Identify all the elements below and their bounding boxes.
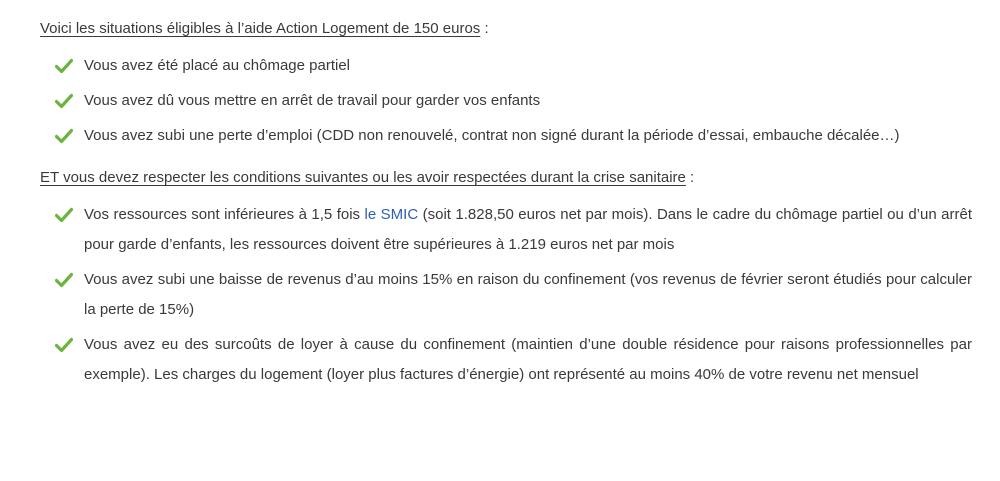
list-item [40, 121, 972, 151]
eligible-situations-heading-text: Voici les situations éligibles à l’aide Action Logement de 150 euros [40, 20, 481, 37]
list-item [40, 51, 972, 81]
list-item-text: Vous avez eu des surcoûts de loyer à cause du confinement (maintien d’une double résidence pour raisons professionnelles par exemple). Les charges du logement (loyer plus factures d’énergie) ont représenté au moins 40% de votre revenu net mensuel [84, 336, 972, 383]
conditions-heading [40, 163, 972, 193]
list-item-text-before: Vos ressources sont inférieures à 1,5 fois [84, 206, 365, 223]
list-item-text: Vous avez été placé au chômage partiel [84, 57, 351, 74]
list-item [40, 265, 972, 325]
check-mark-icon [55, 272, 73, 288]
list-item [40, 330, 972, 390]
check-mark-icon [55, 128, 73, 144]
check-mark-icon [55, 93, 73, 109]
conditions-list [40, 200, 972, 390]
list-item-text-after: (soit 1.828,50 euros net par mois). Dans le cadre du chômage partiel ou d’un arrêt pour garde d’enfants, les ressources doivent être supérieures à 1.219 euros net par mois [84, 206, 972, 253]
check-mark-icon [55, 207, 73, 223]
list-item [40, 86, 972, 116]
heading-colon: : [685, 169, 695, 186]
check-mark-icon [55, 58, 73, 74]
conditions-heading-text: ET vous devez respecter les conditions suivantes ou les avoir respectées durant la crise sanitaire [40, 169, 686, 186]
list-item-text: Vous avez dû vous mettre en arrêt de travail pour garder vos enfants [84, 92, 541, 109]
eligible-situations-heading [40, 14, 972, 44]
eligible-situations-list [40, 51, 972, 151]
list-item-text: Vous avez subi une baisse de revenus d’au moins 15% en raison du confinement (vos revenus de février seront étudiés pour calculer la perte de 15%) [84, 271, 972, 318]
list-item [40, 200, 972, 260]
list-item-text: Vous avez subi une perte d’emploi (CDD non renouvelé, contrat non signé durant la période d’essai, embauche décalée…) [84, 127, 900, 144]
heading-colon: : [480, 20, 489, 37]
smic-link[interactable]: le SMIC [364, 206, 419, 223]
check-mark-icon [55, 337, 73, 353]
